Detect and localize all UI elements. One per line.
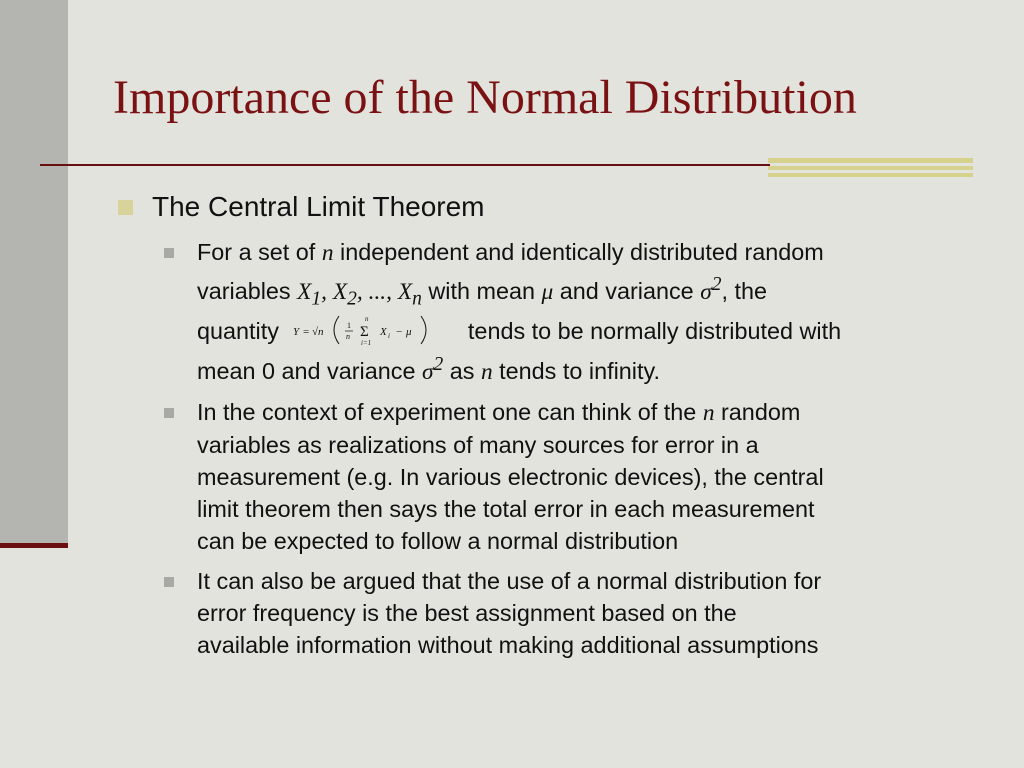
formula-xi: X — [380, 326, 388, 339]
text-line — [197, 349, 964, 388]
math-subscript: n — [412, 288, 422, 310]
text-run: independent and identically distributed random — [333, 239, 824, 265]
text-run: In the context of experiment one can think of the — [197, 399, 703, 426]
text-line: measurement (e.g. In various electronic devices), the central — [197, 464, 824, 491]
text-run: quantity — [197, 318, 286, 345]
formula-sum-top: n — [365, 315, 369, 324]
formula-left-paren — [334, 316, 339, 344]
text-run: For a set of — [197, 239, 322, 265]
text-run: , the — [721, 277, 767, 304]
square-bullet-icon — [164, 248, 174, 258]
math-x: X — [397, 278, 413, 305]
left-accent-bar — [0, 0, 68, 545]
math-n: n — [702, 400, 715, 427]
sub-bullet-definition — [164, 236, 964, 388]
bullet-text: The Central Limit Theorem — [152, 191, 485, 222]
formula-right-paren — [421, 316, 426, 344]
text-line — [197, 269, 964, 315]
formula-frac-den: n — [346, 332, 351, 342]
text-run: mean 0 and variance — [197, 358, 422, 385]
slide-title: Importance of the Normal Distribution — [113, 71, 857, 124]
math-sigma: σ — [421, 359, 434, 386]
square-bullet-icon — [164, 408, 174, 418]
text-run: tends to be normally distributed with — [461, 318, 842, 345]
math-exponent: 2 — [711, 274, 722, 295]
formula-frac-num: 1 — [347, 321, 352, 331]
text-run: with mean — [421, 277, 542, 304]
math-mu: μ — [541, 278, 554, 305]
formula-minus: − — [396, 326, 403, 339]
formula-sum-bottom: i=1 — [361, 339, 372, 347]
formula-sqrt-n: √n — [312, 326, 324, 339]
text-line: error frequency is the best assignment based on the — [197, 600, 737, 627]
left-accent-rule — [0, 543, 68, 548]
math-sigma-squared — [700, 274, 722, 305]
text-line — [197, 396, 964, 429]
text-line: can be expected to follow a normal distribution — [197, 528, 679, 555]
math-exponent: 2 — [433, 354, 444, 376]
sub-bullet-list — [164, 236, 964, 669]
clt-formula — [285, 314, 461, 346]
text-line: variables as realizations of many sources for error in a — [197, 432, 759, 459]
square-bullet-icon — [118, 200, 133, 215]
text-run: tends to infinity. — [492, 358, 660, 385]
formula-y: Y — [293, 326, 300, 339]
title-accent-bands — [768, 158, 973, 178]
formula-mu: μ — [406, 326, 412, 339]
math-sigma: σ — [700, 278, 712, 305]
text-run: random — [714, 399, 801, 426]
text-line: It can also be argued that the use of a normal distribution for — [197, 568, 822, 595]
math-subscript: 1 — [311, 288, 322, 310]
math-sep: , ..., — [356, 278, 398, 305]
text-line: limit theorem then says the total error in each measurement — [197, 496, 815, 523]
sub-bullet-error-frequency — [164, 565, 964, 661]
accent-band — [768, 158, 973, 163]
math-subscript: 2 — [347, 288, 357, 310]
math-x: X — [332, 278, 348, 305]
math-n: n — [321, 240, 334, 266]
text-run: variables — [197, 277, 298, 304]
text-line — [197, 236, 964, 269]
text-run: and variance — [553, 277, 701, 304]
math-sep: , — [321, 278, 333, 305]
math-x: X — [297, 278, 312, 305]
formula-sum-symbol: Σ — [360, 324, 370, 341]
text-line — [197, 315, 964, 349]
math-x1 — [297, 278, 422, 310]
sub-bullet-experiment-context — [164, 396, 964, 557]
square-bullet-icon — [164, 577, 174, 587]
formula-xi-sub: i — [388, 332, 391, 341]
math-n: n — [480, 359, 493, 386]
math-sigma-squared — [421, 354, 444, 386]
accent-band — [768, 166, 973, 170]
formula-equals: = — [303, 326, 310, 339]
accent-band — [768, 173, 973, 177]
text-line: available information without making additional assumptions — [197, 632, 819, 659]
text-run: as — [443, 358, 481, 385]
title-underline — [40, 164, 770, 166]
